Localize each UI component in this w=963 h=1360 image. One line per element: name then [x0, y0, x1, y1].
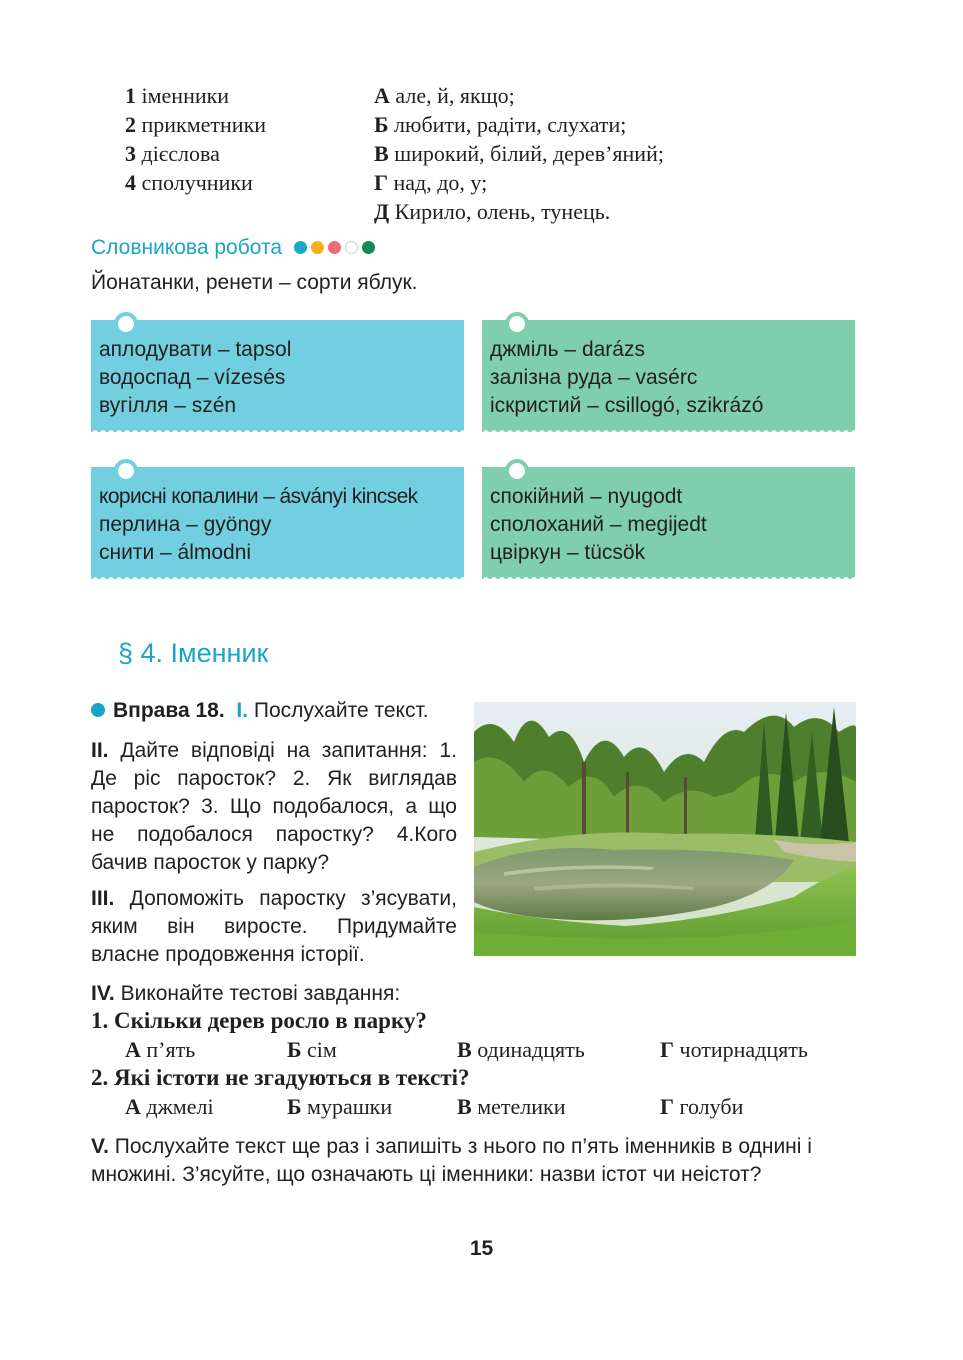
- test-question-2: 2. Які істоти не згадуються в тексті?: [91, 1065, 470, 1090]
- answer-option: А джмелі: [125, 1094, 214, 1119]
- color-dots: [294, 241, 375, 254]
- exercise-step-5: [91, 1133, 871, 1189]
- ring-icon: [505, 459, 529, 483]
- answer-option: В одинадцять: [457, 1037, 585, 1062]
- vocab-entry: спокійний – nyugodt: [490, 485, 683, 508]
- exercise-heading: [91, 699, 429, 723]
- matching-left-item: 4 сполучники: [125, 170, 253, 195]
- vocabulary-heading: [91, 236, 375, 260]
- dot-icon: [362, 241, 375, 254]
- step-text: Допоможіть паростку з’ясувати, яким він виросте. Придумайте власне продовження історії.: [91, 887, 457, 966]
- vocab-entry: перлина – gyöngy: [99, 513, 272, 536]
- matching-left-item: 2 прикметники: [125, 112, 267, 137]
- step-number: ІІ.: [91, 739, 109, 762]
- vocab-card: [91, 320, 464, 432]
- scalloped-edge: [482, 427, 855, 433]
- park-pond-photo: [474, 702, 856, 956]
- answer-option: Г чотирнадцять: [660, 1037, 808, 1062]
- matching-right-item: А але, й, якщо;: [374, 83, 515, 108]
- matching-left-column: [125, 81, 266, 197]
- vocab-card: [482, 467, 855, 579]
- vocab-entry: снити – álmodni: [99, 541, 252, 564]
- dot-icon: [294, 241, 307, 254]
- answer-option: Г голуби: [660, 1094, 744, 1119]
- answer-option: В метелики: [457, 1094, 566, 1119]
- matching-right-item: В широкий, білий, дерев’яний;: [374, 141, 664, 166]
- vocabulary-note: Йонатанки, ренети – сорти яблук.: [91, 271, 418, 294]
- matching-left-item: 3 дієслова: [125, 141, 220, 166]
- step-number: І.: [236, 699, 249, 722]
- test-question-1: 1. Скільки дерев росло в парку?: [91, 1008, 427, 1033]
- step-text: Послухайте текст.: [253, 699, 429, 722]
- exercise-step-2: [91, 737, 457, 877]
- step-text: Послухайте текст ще раз і запишіть з нього по п’ять іменників в однині і множині. З’ясуйте, що означають ці іменники: назви істот чи неістот?: [91, 1135, 812, 1186]
- answer-option: А п’ять: [125, 1037, 196, 1062]
- matching-right-item: Д Кирило, олень, тунець.: [374, 199, 611, 224]
- step-text: Дайте відповіді на запитання: 1. Де ріс паросток? 2. Як виглядав паросток? 3. Що подобалося, а що не подобалося паростку? 4.Кого бачив паросток у парку?: [91, 739, 457, 874]
- answer-option: Б мурашки: [287, 1094, 393, 1119]
- page-number: 15: [469, 1237, 494, 1260]
- step-text: Виконайте тестові завдання:: [120, 982, 401, 1005]
- vocab-entry: вугілля – szén: [99, 394, 237, 417]
- vocab-card: [91, 467, 464, 579]
- vocab-entry: аплодувати – tapsol: [99, 338, 292, 361]
- vocab-card: [482, 320, 855, 432]
- vocab-entry: іскристий – csillogó, szikrázó: [490, 394, 764, 417]
- exercise-step-3: [91, 885, 457, 969]
- section-title: § 4. Іменник: [118, 638, 269, 668]
- matching-right-column: [374, 81, 664, 226]
- vocab-entry: цвіркун – tücsök: [490, 541, 646, 564]
- step-number: V.: [91, 1135, 109, 1158]
- scalloped-edge: [91, 427, 464, 433]
- vocab-entry: водоспад – vízesés: [99, 366, 286, 389]
- exercise-label: Вправа 18.: [113, 699, 225, 722]
- dot-icon: [345, 241, 358, 254]
- dot-icon: [328, 241, 341, 254]
- exercise-step-4: [91, 982, 400, 1006]
- scalloped-edge: [482, 574, 855, 580]
- bullet-icon: [91, 703, 105, 717]
- ring-icon: [114, 312, 138, 336]
- answer-option: Б сім: [287, 1037, 337, 1062]
- step-number: ІІІ.: [91, 887, 115, 910]
- scalloped-edge: [91, 574, 464, 580]
- ring-icon: [505, 312, 529, 336]
- matching-right-item: Б любити, радіти, слухати;: [374, 112, 627, 137]
- dot-icon: [311, 241, 324, 254]
- ring-icon: [114, 459, 138, 483]
- vocab-entry: залізна руда – vasérc: [490, 366, 698, 389]
- matching-left-item: 1 іменники: [125, 83, 230, 108]
- vocab-entry: сполоханий – megijedt: [490, 513, 707, 536]
- vocabulary-title: Словникова робота: [91, 236, 283, 259]
- vocab-entry: корисні копалини – ásványi kincsek: [99, 485, 418, 508]
- step-number: IV.: [91, 982, 115, 1005]
- matching-right-item: Г над, до, у;: [374, 170, 488, 195]
- vocab-entry: джміль – darázs: [490, 338, 645, 361]
